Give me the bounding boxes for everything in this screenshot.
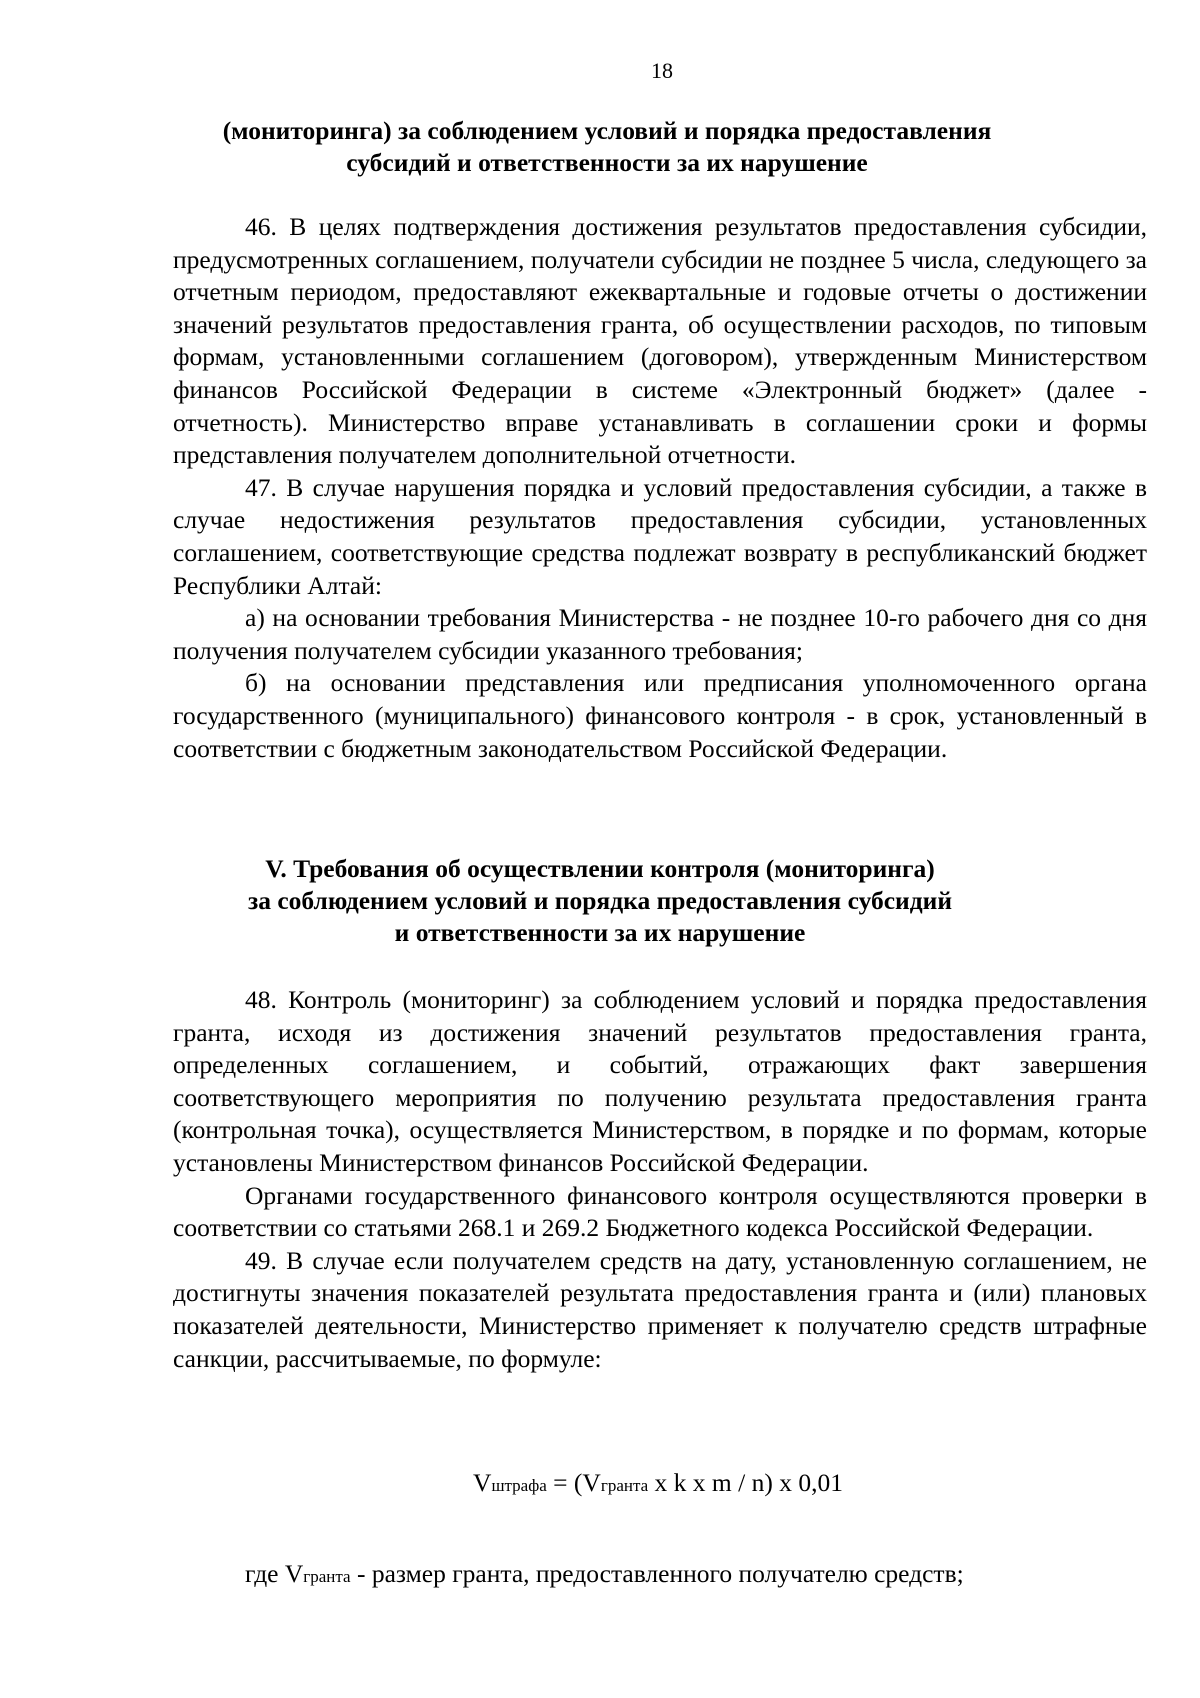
paragraph-48: 48. Контроль (мониторинг) за соблюдением условий и порядка предоставления гранта, исходя из достижения значений результатов предоставления гранта, определенных соглашением, и событий, отражающих факт завершения соответствующего мероприятия по получению результата предоставления гранта (контрольная точка), осуществляется Министерством, в порядке и по формам, которые установлены Министерством финансов Российской Федерации.	[173, 985, 1147, 1177]
heading-line: (мониторинга) за соблюдением условий и порядка предоставления	[222, 116, 992, 145]
penalty-formula	[0, 1467, 1200, 1502]
continued-heading	[7, 115, 1200, 179]
paragraph-control-bodies: Органами государственного финансового контроля осуществляются проверки в соответствии со статьями 268.1 и 269.2 Бюджетного кодекса Российской Федерации.	[173, 1180, 1147, 1243]
page-number: 18	[651, 58, 673, 83]
formula-part: х k х m / n) х 0,01	[648, 1468, 843, 1497]
heading-line: за соблюдением условий и порядка предоставления субсидий	[247, 886, 953, 915]
paragraph-47-b: б) на основании представления или предписания уполномоченного органа государственного (муниципального) финансового контроля - в срок, установленный в соответствии с бюджетным законодательством Российской Федерации.	[173, 668, 1147, 763]
body-text-block	[173, 211, 1147, 765]
formula-subscript: гранта	[600, 1476, 649, 1495]
section-heading	[0, 853, 1200, 949]
heading-line: и ответственности за их нарушение	[394, 918, 806, 947]
paragraph-46: 46. В целях подтверждения достижения результатов предоставления субсидии, предусмотренных соглашением, получатели субсидии не позднее 5 числа, следующего за отчетным периодом, предоставляют ежеквартальные и годовые отчеты о достижении значений результатов предоставления гранта, об осуществлении расходов, по типовым формам, установленными соглашением (договором), утвержденным Министерством финансов Российской Федерации в системе «Электронный бюджет» (далее - отчетность). Министерство вправе устанавливать в соглашении сроки и формы представления получателем дополнительной отчетности.	[173, 212, 1147, 470]
definition-part: - размер гранта, предоставленного получателю средств;	[350, 1559, 964, 1588]
formula-part: V	[473, 1468, 492, 1497]
paragraph-47-a: а) на основании требования Министерства - не позднее 10-го рабочего дня со дня получения получателем субсидии указанного требования;	[173, 603, 1147, 665]
definition-part: где V	[245, 1559, 304, 1588]
paragraph-49: 49. В случае если получателем средств на дату, установленную соглашением, не достигнуты значения показателей результата предоставления гранта и (или) плановых показателей деятельности, Министерство применяет к получателю средств штрафные санкции, рассчитываемые, по формуле:	[173, 1245, 1147, 1373]
body-text-block	[173, 984, 1147, 1375]
paragraph-47: 47. В случае нарушения порядка и условий предоставления субсидии, а также в случае недостижения результатов предоставления субсидии, установленных соглашением, соответствующие средства подлежат возврату в республиканский бюджет Республики Алтай:	[173, 472, 1147, 600]
heading-line: субсидий и ответственности за их нарушение	[346, 148, 868, 177]
formula-subscript: штрафа	[491, 1476, 547, 1495]
formula-definition	[245, 1558, 964, 1593]
heading-line: V. Требования об осуществлении контроля (мониторинга)	[265, 854, 935, 883]
formula-part: = (V	[546, 1468, 601, 1497]
definition-subscript: гранта	[303, 1567, 351, 1586]
